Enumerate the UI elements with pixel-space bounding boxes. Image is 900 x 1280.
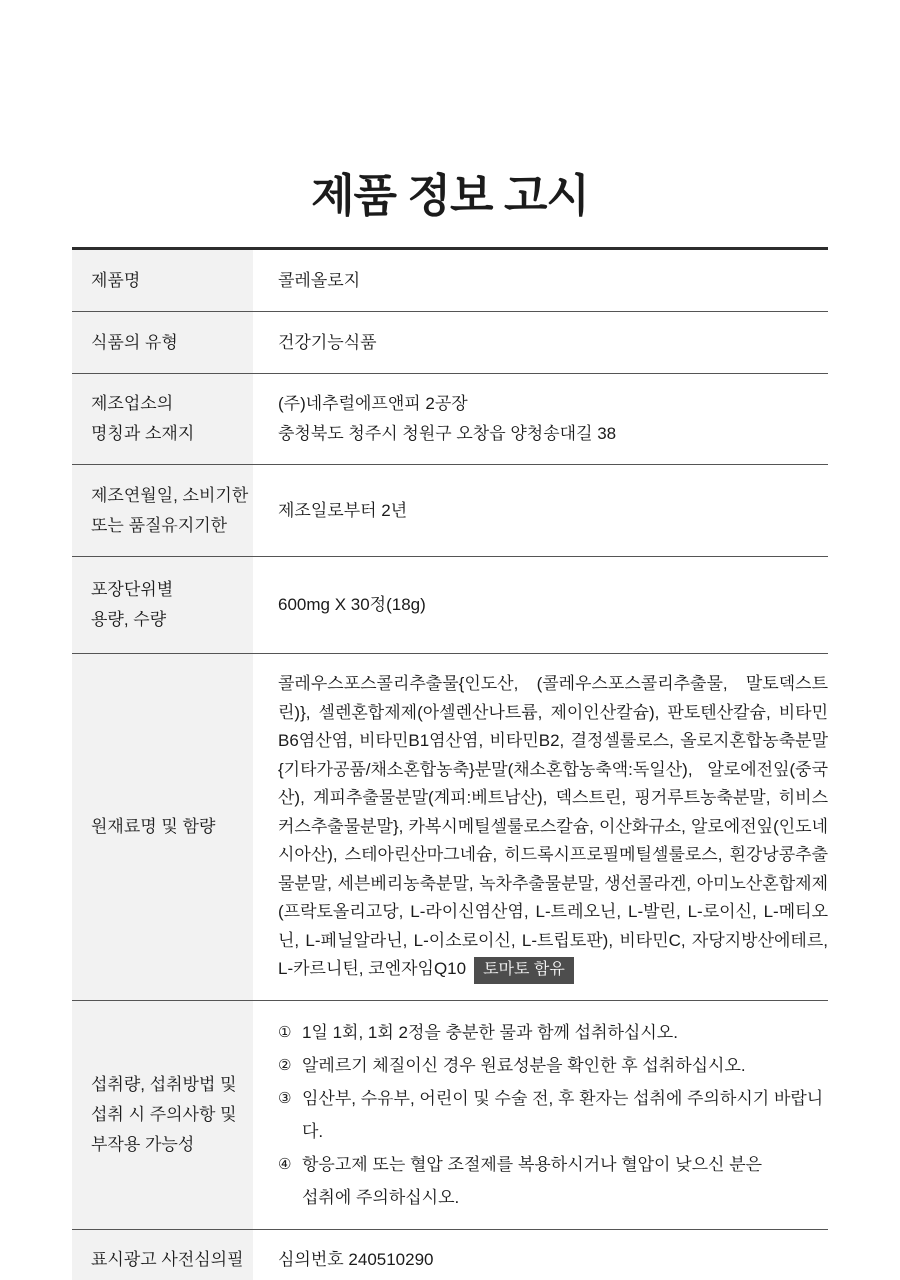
ingredient-list: 콜레우스포스콜리추출물{인도산, (콜레우스포스콜리추출물, 말토덱스트린)}, 셀렌혼합제제(아셀렌산나트륨, 제이인산칼슘), 판토텐산칼슘, 비타민B6염산염, 비타민B1염산염, 비타민B2, 결정셀룰로스, 올로지혼합농축분말{기타가공품/채소혼합농축}분말(채소혼합농축액:독일산), 알로에전잎(중국산), 계피추출물분말(계피:베트남산), 덱스트린, 핑거루트농축분말, 히비스커스추출물분말}, 카복시메틸셀룰로스칼슘, 이산화규소, 알로에전잎(인도네시아산), 스테아린산마그네슘, 히드록시프로필메틸셀룰로스, 흰강낭콩추출물분말, 세븐베리농축분말, 녹차추출물분말, 생선콜라겐, 아미노산혼합제제(프락토올리고당, L-라이신염산염, L-트레오닌, L-발린, L-로이신, L-메티오닌, L-페닐알라닌, L-이소로이신, L-트립토판), 비타민C, 자당지방산에테르, L-카르니틴, 코엔자임Q10 [278,674,828,978]
row-value [253,250,828,311]
direction-text: 1일 1회, 1회 2정을 충분한 물과 함께 섭취하십시오. [302,1023,678,1042]
value-text: 심의번호 240510290 [278,1250,434,1269]
table-row-food-type [72,312,828,374]
row-label [72,374,253,464]
direction-text-line: 섭취에 주의하십시오. [302,1188,460,1207]
label-text: 포장단위별 [91,580,174,599]
row-value [253,1230,828,1280]
label-text: 식품의 유형 [91,332,178,352]
table-row-shelf-life [72,465,828,557]
row-value [253,312,828,373]
page-title: 제품 정보 고시 [311,170,589,221]
label-text: 부작용 가능성 [91,1135,195,1154]
direction-item [278,1148,828,1214]
value-text: (주)네추럴에프앤피 2공장 [278,394,468,413]
row-value [253,557,828,653]
row-label [72,250,253,311]
circled-number: ② [278,1057,292,1074]
table-row-product-name [72,250,828,312]
value-text: 콜레올로지 [278,270,361,290]
direction-text: 임산부, 수유부, 어린이 및 수술 전, 후 환자는 섭취에 주의하시기 바랍니다. [302,1089,824,1141]
circled-number: ④ [278,1156,292,1173]
table-row-package-unit [72,557,828,654]
label-text: 원재료명 및 함량 [91,817,216,836]
label-text: 제조업소의 [91,394,174,413]
direction-item [278,1016,828,1049]
label-text: 명칭과 소재지 [91,424,195,443]
value-text: 충청북도 청주시 청원구 오창읍 양청송대길 38 [278,424,617,443]
ingredient-text [278,654,828,1000]
row-label [72,1001,253,1229]
direction-text: 알레르기 체질이신 경우 원료성분을 확인한 후 섭취하십시오. [302,1056,746,1075]
circled-number: ① [278,1024,292,1041]
direction-text-line: 항응고제 또는 혈압 조절제를 복용하시거나 혈압이 낮으신 분은 [302,1155,763,1174]
value-text: 600mg X 30정(18g) [278,595,426,614]
circled-number: ③ [278,1090,292,1107]
product-info-table [72,247,828,1280]
value-text: 제조일로부터 2년 [278,500,408,520]
row-value [253,374,828,464]
table-row-manufacturer [72,374,828,465]
label-text: 용량, 수량 [91,610,167,629]
direction-text [302,1148,828,1214]
label-text: 제품명 [91,270,141,290]
tomato-badge: 토마토 함유 [474,957,574,984]
row-label [72,465,253,556]
table-row-ingredients [72,654,828,1001]
value-text: 건강기능식품 [278,332,377,352]
direction-item [278,1049,828,1082]
row-value [253,1001,828,1229]
table-row-intake-directions [72,1001,828,1230]
row-label [72,1230,253,1280]
label-text: 섭취량, 섭취방법 및 [91,1075,237,1094]
label-text: 표시광고 사전심의필 [91,1250,244,1269]
label-text: 또는 품질유지기한 [91,515,228,535]
label-text: 제조연월일, 소비기한 [91,485,249,505]
row-value [253,654,828,1000]
direction-item [278,1082,828,1148]
directions-list [278,1016,828,1214]
row-label [72,654,253,1000]
row-label [72,557,253,653]
row-label [72,312,253,373]
table-row-ad-review [72,1230,828,1280]
row-value [253,465,828,556]
label-text: 섭취 시 주의사항 및 [91,1105,237,1124]
